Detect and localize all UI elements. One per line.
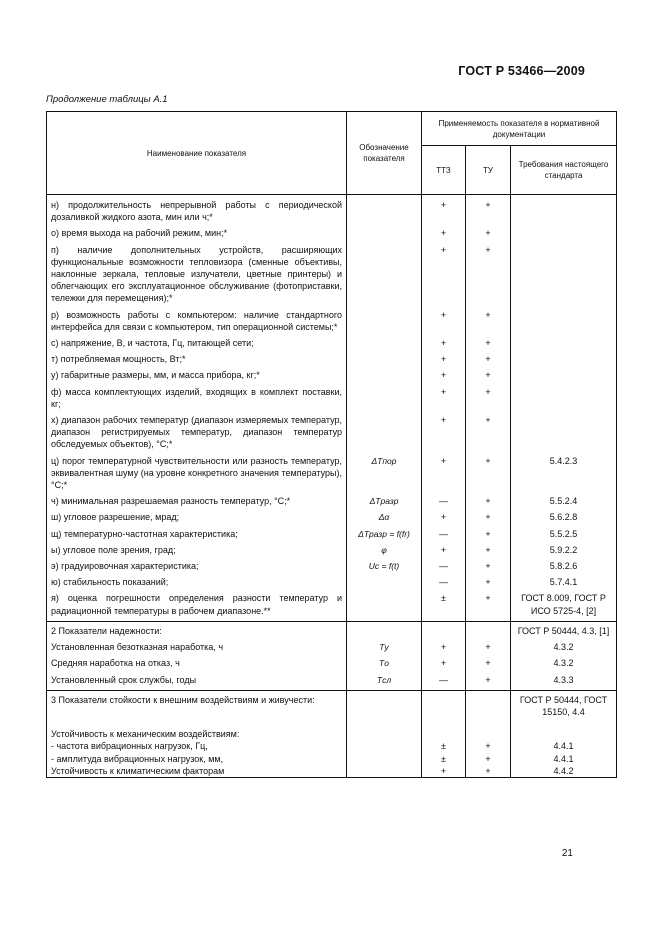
section-header-durability xyxy=(47,690,617,718)
table-row xyxy=(47,337,617,349)
table-row xyxy=(47,309,617,333)
indicator-symbol: Tо xyxy=(379,658,389,669)
ttz-mark: ± xyxy=(422,592,466,616)
table-row xyxy=(47,495,617,507)
tu-mark: + xyxy=(466,369,511,381)
symbol-cell xyxy=(347,244,422,305)
requirement-ref xyxy=(511,369,617,381)
ttz-mark: — xyxy=(422,528,466,540)
ttz-mark: + xyxy=(422,369,466,381)
indicator-name: ф) масса комплектующих изделий, входящих в комплект поставки, кг; xyxy=(47,386,347,410)
table-row xyxy=(47,511,617,523)
indicator-name: ы) угловое поле зрения, град; xyxy=(47,544,347,556)
tu-mark: + xyxy=(466,576,511,588)
col-header-name: Наименование показателя xyxy=(47,112,347,195)
indicator-name: - частота вибрационных нагрузок, Гц, xyxy=(47,740,347,752)
table-row xyxy=(47,414,617,451)
tu-mark: + xyxy=(466,337,511,349)
indicator-name: я) оценка погрешности определения разности температур и радиационной температуры в рабочем диапазоне.** xyxy=(47,592,347,616)
table-row xyxy=(47,560,617,572)
symbol-cell xyxy=(347,353,422,365)
indicator-name: - амплитуда вибрационных нагрузок, мм, xyxy=(47,753,347,765)
tu-mark: + xyxy=(466,386,511,410)
table-row xyxy=(47,199,617,223)
tu-mark: + xyxy=(466,765,511,778)
indicator-name: Устойчивость к климатическим факторам xyxy=(47,765,347,778)
page-number: 21 xyxy=(561,848,573,859)
indicator-name: п) наличие дополнительных устройств, расширяющих функциональные возможности тепловизора (сменные объективы, наклонные зеркала, тепловые излучатели, цветные принтеры) и облегчающих его эксплуатационное обслуживание (фотоприставки, тележки для перемещения);* xyxy=(47,244,347,305)
requirement-ref: ГОСТ 8.009, ГОСТ Р ИСО 5725-4, [2] xyxy=(511,592,617,616)
indicator-name: о) время выхода на рабочий режим, мин;* xyxy=(47,227,347,239)
col-header-req: Требования настоящего стандарта xyxy=(511,146,617,195)
group-title: Устойчивость к механическим воздействиям: xyxy=(47,722,347,740)
table-row xyxy=(47,353,617,365)
table-row xyxy=(47,576,617,588)
section-title: 3 Показатели стойкости к внешним воздействиям и живучести: xyxy=(47,690,347,718)
ttz-mark: + xyxy=(422,544,466,556)
requirement-ref: 4.3.3 xyxy=(511,674,617,686)
col-header-applicability: Применяемость показателя в нормативной документации xyxy=(422,112,617,146)
tu-mark: + xyxy=(466,309,511,333)
ttz-mark: + xyxy=(422,353,466,365)
ttz-mark: + xyxy=(422,657,466,669)
table-row xyxy=(47,740,617,752)
requirement-ref: 5.4.2.3 xyxy=(511,455,617,492)
indicator-name: э) градуировочная характеристика; xyxy=(47,560,347,572)
ttz-mark: + xyxy=(422,244,466,305)
requirement-ref: 4.4.1 xyxy=(511,753,617,765)
section-title: 2 Показатели надежности: xyxy=(47,621,347,637)
indicator-name: т) потребляемая мощность, Вт;* xyxy=(47,353,347,365)
symbol-cell xyxy=(347,386,422,410)
ttz-mark: — xyxy=(422,560,466,572)
table-row xyxy=(47,657,617,669)
requirement-ref: 4.4.1 xyxy=(511,740,617,752)
col-header-tu: ТУ xyxy=(466,146,511,195)
ttz-mark: + xyxy=(422,414,466,451)
tu-mark: + xyxy=(466,199,511,223)
indicator-symbol: Tу xyxy=(379,642,389,653)
indicator-symbol: φ xyxy=(381,544,387,555)
table-row xyxy=(47,369,617,381)
tu-mark: + xyxy=(466,414,511,451)
symbol-cell xyxy=(347,414,422,451)
ttz-mark: + xyxy=(422,641,466,653)
requirement-ref: 4.4.2 xyxy=(511,765,617,778)
tu-mark: + xyxy=(466,753,511,765)
table-row xyxy=(47,674,617,686)
symbol-cell xyxy=(347,765,422,778)
table-row xyxy=(47,592,617,616)
tu-mark: + xyxy=(466,740,511,752)
requirement-ref xyxy=(511,414,617,451)
indicator-name: х) диапазон рабочих температур (диапазон измеряемых температур, диапазон регистрируемых температур, диапазон температур обследуемых объектов), °С;* xyxy=(47,414,347,451)
ttz-mark: + xyxy=(422,309,466,333)
symbol-cell xyxy=(347,337,422,349)
requirement-ref xyxy=(511,337,617,349)
tu-mark: + xyxy=(466,455,511,492)
indicator-name: щ) температурно-частотная характеристика; xyxy=(47,528,347,540)
indicator-symbol: Tсл xyxy=(376,674,392,685)
section-header-reliability xyxy=(47,621,617,637)
symbol-cell xyxy=(347,753,422,765)
tu-mark: + xyxy=(466,528,511,540)
requirement-ref xyxy=(511,386,617,410)
symbol-cell xyxy=(347,495,422,507)
requirement-ref xyxy=(511,227,617,239)
tu-mark: + xyxy=(466,674,511,686)
ttz-mark: ± xyxy=(422,753,466,765)
group-title-row xyxy=(47,722,617,740)
tu-mark: + xyxy=(466,244,511,305)
requirement-ref xyxy=(511,309,617,333)
table-row xyxy=(47,244,617,305)
symbol-cell xyxy=(347,528,422,540)
requirement-ref xyxy=(511,353,617,365)
tu-mark: + xyxy=(466,544,511,556)
requirement-ref: 5.6.2.8 xyxy=(511,511,617,523)
symbol-cell xyxy=(347,641,422,653)
requirement-ref: 4.3.2 xyxy=(511,641,617,653)
col-header-symbol: Обозначение показателя xyxy=(347,112,422,195)
document-id: ГОСТ Р 53466—2009 xyxy=(458,64,585,78)
symbol-cell xyxy=(347,369,422,381)
indicator-name: Установленный срок службы, годы xyxy=(47,674,347,686)
ttz-mark: + xyxy=(422,199,466,223)
table-row xyxy=(47,455,617,492)
ttz-mark: + xyxy=(422,765,466,778)
col-header-ttz: ТТЗ xyxy=(422,146,466,195)
symbol-cell xyxy=(347,560,422,572)
indicator-name: с) напряжение, В, и частота, Гц, питающей сети; xyxy=(47,337,347,349)
indicators-table xyxy=(46,111,617,778)
requirement-ref: 5.9.2.2 xyxy=(511,544,617,556)
requirement-ref: 5.8.2.6 xyxy=(511,560,617,572)
ttz-mark: — xyxy=(422,576,466,588)
indicator-name: н) продолжительность непрерывной работы с периодической дозаливкой жидкого азота, мин или ч;* xyxy=(47,199,347,223)
table-row xyxy=(47,753,617,765)
indicator-name: Установленная безотказная наработка, ч xyxy=(47,641,347,653)
tu-mark: + xyxy=(466,592,511,616)
symbol-cell xyxy=(347,199,422,223)
symbol-cell xyxy=(347,740,422,752)
indicator-name: ю) стабильность показаний; xyxy=(47,576,347,588)
indicator-symbol: Δα xyxy=(378,512,390,523)
tu-mark: + xyxy=(466,495,511,507)
symbol-cell xyxy=(347,544,422,556)
ttz-mark: + xyxy=(422,227,466,239)
tu-mark: + xyxy=(466,641,511,653)
ttz-mark: — xyxy=(422,674,466,686)
requirement-ref: ГОСТ Р 50444, ГОСТ 15150, 4.4 xyxy=(511,690,617,718)
ttz-mark: + xyxy=(422,455,466,492)
requirement-ref: ГОСТ Р 50444, 4.3, [1] xyxy=(511,621,617,637)
ttz-mark: + xyxy=(422,511,466,523)
requirement-ref: 5.7.4.1 xyxy=(511,576,617,588)
table-caption: Продолжение таблицы А.1 xyxy=(46,94,168,105)
requirement-ref: 5.5.2.5 xyxy=(511,528,617,540)
table-row xyxy=(47,765,617,778)
symbol-cell xyxy=(347,657,422,669)
indicator-name: ч) минимальная разрешаемая разность температур, °С;* xyxy=(47,495,347,507)
requirement-ref: 5.5.2.4 xyxy=(511,495,617,507)
tu-mark: + xyxy=(466,227,511,239)
indicator-symbol: Uс = f(t) xyxy=(368,561,400,572)
requirement-ref xyxy=(511,244,617,305)
requirement-ref: 4.3.2 xyxy=(511,657,617,669)
symbol-cell xyxy=(347,592,422,616)
table-row xyxy=(47,528,617,540)
symbol-cell xyxy=(347,576,422,588)
tu-mark: + xyxy=(466,657,511,669)
indicator-name: ц) порог температурной чувствительности или разность температур, эквивалентная шуму (на уровне конкретного значения температуры), °С;* xyxy=(47,455,347,492)
symbol-cell xyxy=(347,309,422,333)
table-row xyxy=(47,227,617,239)
table-row xyxy=(47,544,617,556)
indicator-symbol: ΔTпор xyxy=(371,455,397,466)
ttz-mark: + xyxy=(422,386,466,410)
ttz-mark: + xyxy=(422,337,466,349)
table-row xyxy=(47,641,617,653)
symbol-cell xyxy=(347,511,422,523)
indicator-symbol: ΔTразр = f(fr) xyxy=(358,528,410,539)
ttz-mark: ± xyxy=(422,740,466,752)
tu-mark: + xyxy=(466,511,511,523)
symbol-cell xyxy=(347,674,422,686)
indicator-name: р) возможность работы с компьютером: наличие стандартного интерфейса для связи с компьютером, тип операционной системы;* xyxy=(47,309,347,333)
symbol-cell xyxy=(347,227,422,239)
symbol-cell xyxy=(347,455,422,492)
indicator-symbol: ΔTразр xyxy=(369,496,399,507)
requirement-ref xyxy=(511,199,617,223)
ttz-mark: — xyxy=(422,495,466,507)
tu-mark: + xyxy=(466,560,511,572)
tu-mark: + xyxy=(466,353,511,365)
indicator-name: ш) угловое разрешение, мрад; xyxy=(47,511,347,523)
indicator-name: у) габаритные размеры, мм, и масса прибора, кг;* xyxy=(47,369,347,381)
table-row xyxy=(47,386,617,410)
indicator-name: Средняя наработка на отказ, ч xyxy=(47,657,347,669)
